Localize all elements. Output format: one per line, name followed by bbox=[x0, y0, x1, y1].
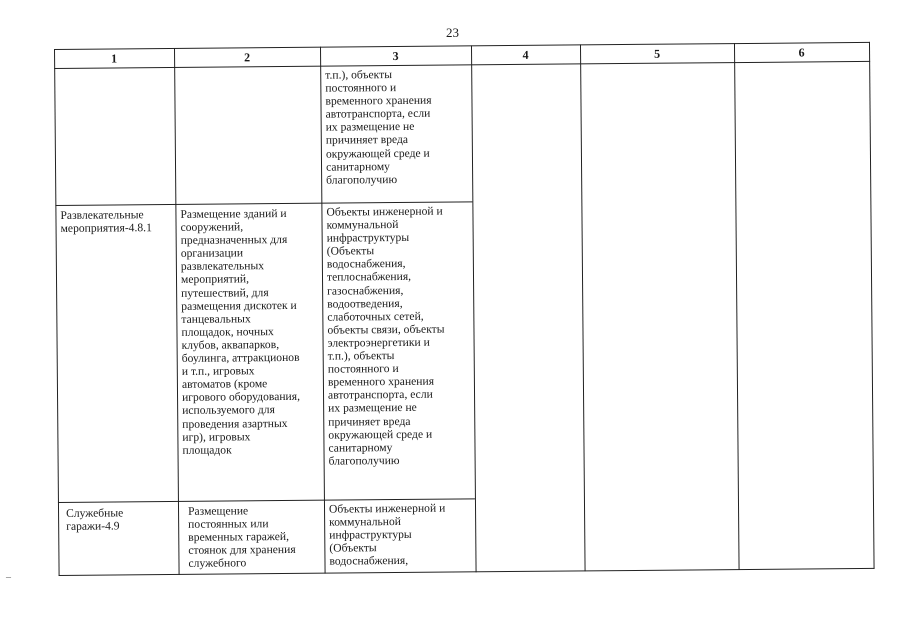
column-header-6: 6 bbox=[798, 45, 805, 60]
row3-col2-description: Размещение постоянных или временных гаражей, стоянок для хранения служебного bbox=[187, 504, 296, 571]
column-border-0 bbox=[54, 49, 60, 576]
column-border-6 bbox=[869, 42, 875, 569]
column-border-1 bbox=[174, 48, 180, 575]
row2-col2-description: Размещение зданий и сооружений, предназначенных для организации развлекательных мероприятий, путешествий, для размещения дискотек и танцевальных площадок, ночных клубов, аквапарков, боулинга, аттракционов и т.п., игровых автоматов (кроме игрового оборудования, используемого для проведения азартных игр), игровых площадок bbox=[180, 206, 301, 457]
page-number: 23 bbox=[446, 25, 459, 40]
column-header-2: 2 bbox=[244, 50, 251, 65]
row2-col1-use-type: Развлекательные мероприятия-4.8.1 bbox=[60, 208, 152, 236]
row3-col3-permitted-objects: Объекты инженерной и коммунальной инфраструктуры (Объекты водоснабжения, bbox=[328, 501, 446, 568]
row1-col3-permitted-objects: т.п.), объекты постоянного и временного хранения автотранспорта, если их размещение не причиняет вреда окружающей среде и санитарному благополучию bbox=[325, 68, 432, 187]
column-border-4 bbox=[580, 44, 586, 571]
document-table bbox=[54, 42, 875, 576]
row2-col3-permitted-objects: Объекты инженерной и коммунальной инфраструктуры (Объекты водоснабжения, теплоснабжения, газоснабжения, водоотведения, слаботочных сетей, объекты связи, объекты электроэнергетики и т.п.), объекты постоянного и временного хранения автотранспорта, если их размещение не причиняет вреда окружающей среде и санитарному благополучию bbox=[326, 204, 445, 468]
row3-col1-use-type: Служебные гаражи-4.9 bbox=[65, 506, 124, 534]
column-header-4: 4 bbox=[522, 47, 529, 62]
column-header-3: 3 bbox=[392, 48, 399, 64]
table-bottom-border bbox=[59, 568, 875, 576]
column-header-5: 5 bbox=[654, 46, 661, 61]
column-border-5 bbox=[734, 43, 740, 570]
column-header-1: 1 bbox=[111, 51, 118, 66]
margin-mark: – bbox=[6, 572, 11, 583]
